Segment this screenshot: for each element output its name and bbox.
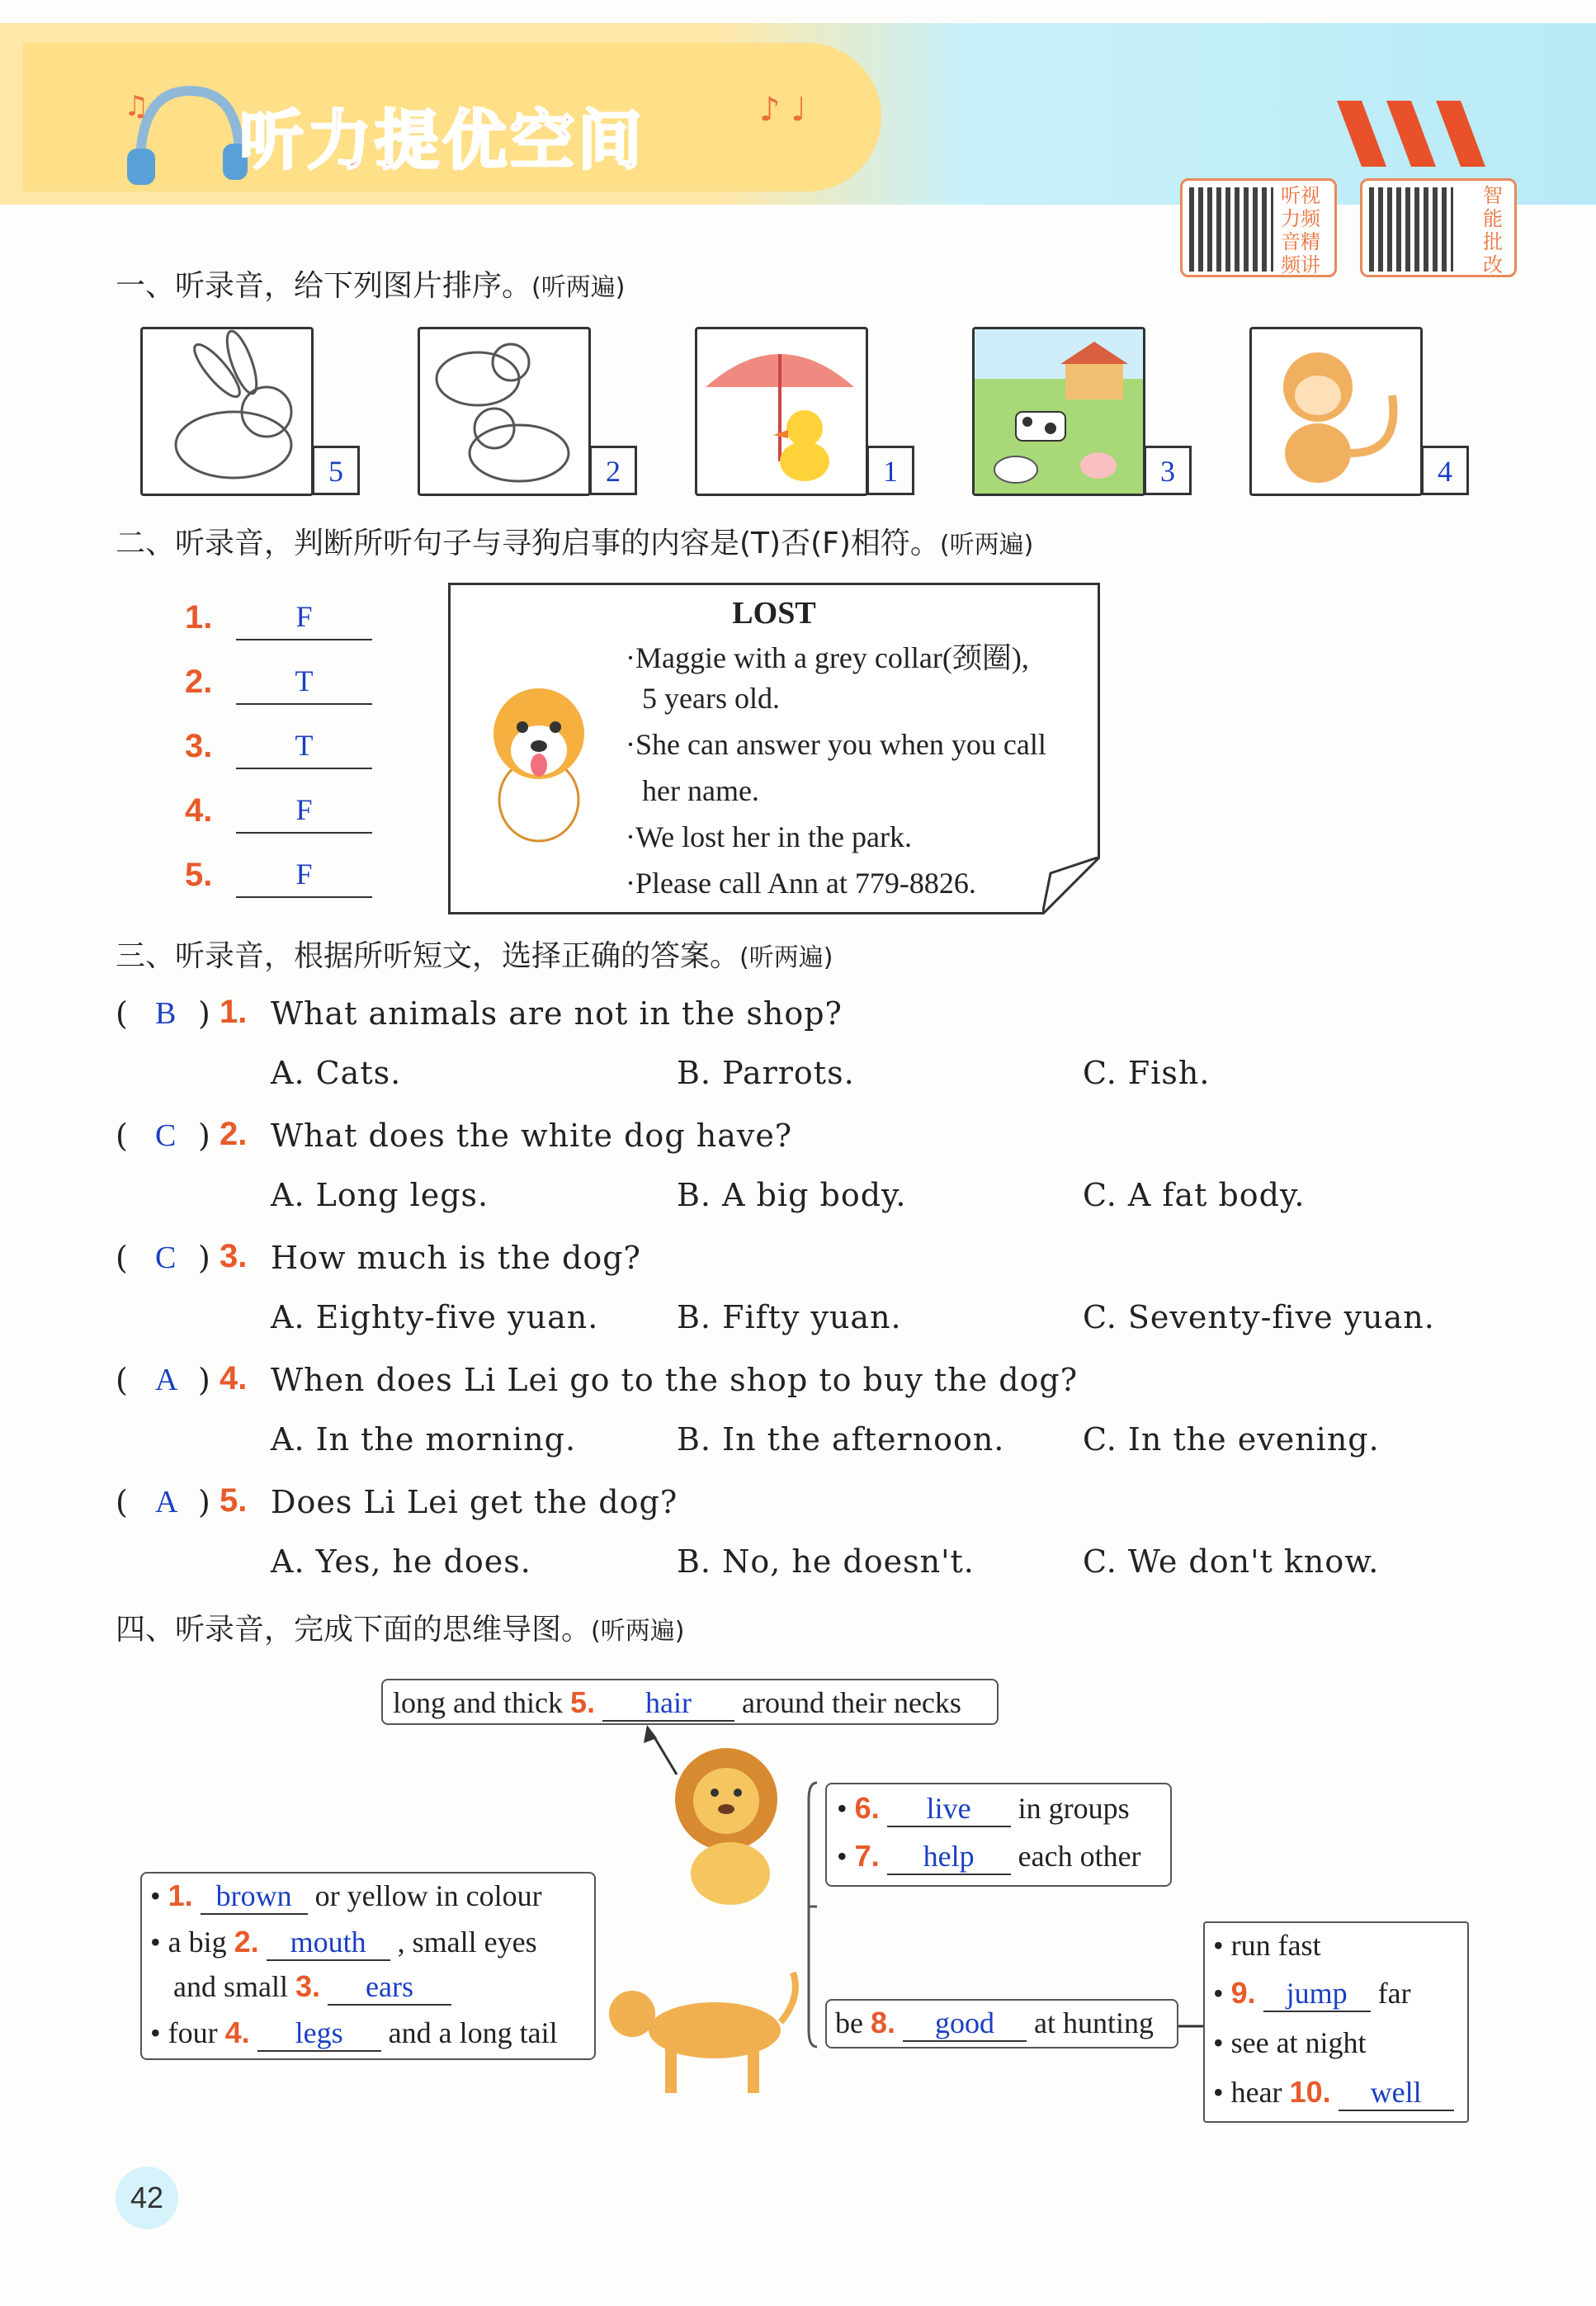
mm-row: • a big 2. mouth , small eyes xyxy=(150,1925,537,1961)
mc-question: ( C ) 2. What does the white dog have? xyxy=(116,1116,793,1154)
notice-line: her name. xyxy=(642,774,759,807)
mc-question: ( A ) 4. When does Li Lei go to the shop to buy the dog? xyxy=(116,1360,1079,1398)
option-b[interactable]: B. No, he doesn't. xyxy=(677,1543,975,1580)
answer-blank[interactable]: mouth xyxy=(267,1925,390,1961)
page-title: 听力提优空间 xyxy=(239,104,646,178)
lion-illustration xyxy=(652,1741,817,1907)
mm-row: • 1. brown or yellow in colour xyxy=(150,1878,542,1915)
tf-row xyxy=(185,789,383,853)
answer-blank[interactable]: hair xyxy=(602,1685,734,1722)
mc-answer[interactable]: C xyxy=(155,1240,177,1275)
question-number: 4. xyxy=(220,1360,248,1396)
question-number: 6. xyxy=(854,1791,880,1825)
headphones-icon xyxy=(116,74,248,190)
picture-monkey xyxy=(1249,327,1423,496)
answer-blank[interactable]: good xyxy=(903,2006,1027,2042)
notice-line: 5 years old. xyxy=(642,682,780,715)
mc-answer[interactable]: B xyxy=(155,996,177,1031)
qr-code-grading[interactable] xyxy=(1360,178,1517,277)
question-number: 2. xyxy=(185,664,213,700)
answer-blank[interactable]: ears xyxy=(328,1969,451,2006)
section2-title: 二、听录音，判断所听句子与寻狗启事的内容是(T)否(F)相符。(听两遍) xyxy=(116,527,1034,560)
option-b[interactable]: B. A big body. xyxy=(677,1177,907,1213)
mm-text: at hunting xyxy=(1034,2006,1154,2039)
question-number: 5. xyxy=(185,857,213,893)
question-number: 1. xyxy=(168,1878,193,1912)
page-curl-decoration xyxy=(1042,857,1100,914)
option-a[interactable]: A. Cats. xyxy=(271,1055,402,1091)
tf-row xyxy=(185,660,383,725)
answer-blank[interactable]: well xyxy=(1339,2075,1454,2111)
question-number: 4. xyxy=(185,792,213,829)
question-number: 5. xyxy=(569,1685,595,1719)
mc-options xyxy=(116,1420,1518,1481)
option-a[interactable]: A. Long legs. xyxy=(271,1177,489,1213)
mc-question: ( A ) 5. Does Li Lei get the dog? xyxy=(116,1482,678,1520)
question-number: 9. xyxy=(1230,1976,1256,2010)
option-a[interactable]: A. In the morning. xyxy=(271,1421,577,1458)
answer-box: 4 xyxy=(1421,446,1469,495)
question-number: 5. xyxy=(220,1482,248,1519)
mc-answer[interactable]: A xyxy=(155,1485,179,1519)
mind-map-right-top-box xyxy=(825,1783,1172,1887)
mc-answer[interactable]: A xyxy=(155,1363,179,1397)
answer-blank[interactable]: T xyxy=(236,725,372,769)
question-number: 2. xyxy=(220,1116,248,1152)
qr-code-video[interactable] xyxy=(1180,178,1337,277)
mm-row: • see at night xyxy=(1213,2026,1367,2059)
tf-answer-list xyxy=(185,596,383,918)
svg-text:♫: ♫ xyxy=(124,90,149,123)
answer-box: 3 xyxy=(1144,446,1192,495)
option-b[interactable]: B. In the afternoon. xyxy=(677,1421,1005,1458)
picture-duck-umbrella xyxy=(695,327,868,496)
mind-map-middle-box xyxy=(825,1999,1178,2048)
question-text: What animals are not in the shop? xyxy=(271,995,843,1032)
question-number: 4. xyxy=(224,2015,250,2049)
qr-code-icon xyxy=(1369,187,1453,272)
question-text: What does the white dog have? xyxy=(271,1118,793,1154)
mm-row: • hear 10. well xyxy=(1213,2075,1454,2111)
answer-blank[interactable]: brown xyxy=(201,1878,308,1915)
mind-map-far-right-box xyxy=(1203,1921,1469,2123)
section4-title: 四、听录音，完成下面的思维导图。(听两遍) xyxy=(116,1613,685,1647)
notice-title: LOST xyxy=(732,596,816,631)
mc-options xyxy=(116,1175,1518,1236)
mm-text: long and thick xyxy=(393,1686,563,1719)
mc-options xyxy=(116,1542,1518,1603)
question-number: 3. xyxy=(185,728,213,764)
answer-box: 1 xyxy=(866,446,914,495)
option-c[interactable]: C. We don't know. xyxy=(1083,1543,1380,1580)
dog-illustration xyxy=(460,668,617,849)
mm-row: • 7. help each other xyxy=(837,1839,1141,1875)
notice-line: ·Maggie with a grey collar(颈圈), xyxy=(626,641,1029,674)
music-note-icon: ♪ ♩ xyxy=(759,91,807,129)
mm-text: be xyxy=(835,2006,863,2039)
mm-row: • run fast xyxy=(1213,1929,1321,1962)
question-number: 3. xyxy=(295,1969,321,2003)
option-a[interactable]: A. Yes, he does. xyxy=(271,1543,531,1580)
question-text: How much is the dog? xyxy=(271,1240,641,1276)
answer-blank[interactable]: jump xyxy=(1263,1976,1371,2012)
question-number: 10. xyxy=(1289,2075,1331,2109)
answer-blank[interactable]: F xyxy=(236,789,372,834)
section3-title: 三、听录音，根据所听短文，选择正确的答案。(听两遍) xyxy=(116,939,833,973)
qr-label: 智能批改 xyxy=(1483,184,1503,276)
answer-blank[interactable]: legs xyxy=(257,2015,381,2052)
mc-question-list xyxy=(116,992,1518,1603)
mc-answer[interactable]: C xyxy=(155,1118,177,1153)
answer-blank[interactable]: live xyxy=(887,1791,1011,1827)
tf-row xyxy=(185,725,383,789)
mind-map-top-box xyxy=(381,1679,999,1725)
mc-question: ( C ) 3. How much is the dog? xyxy=(116,1238,641,1276)
question-text: When does Li Lei go to the shop to buy the dog? xyxy=(271,1362,1079,1398)
mm-row: • 6. live in groups xyxy=(837,1791,1130,1827)
answer-box: 5 xyxy=(312,446,360,495)
question-number: 3. xyxy=(220,1238,248,1274)
mc-options xyxy=(116,1053,1518,1114)
mc-question: ( B ) 1. What animals are not in the shop? xyxy=(116,994,843,1032)
option-a[interactable]: A. Eighty-five yuan. xyxy=(271,1299,599,1335)
mm-row: • four 4. legs and a long tail xyxy=(150,2015,558,2052)
question-number: 8. xyxy=(870,2006,896,2039)
option-c[interactable]: C. A fat body. xyxy=(1083,1177,1306,1213)
option-c[interactable]: C. Fish. xyxy=(1083,1055,1211,1091)
picture-rabbit xyxy=(140,327,314,496)
mind-map-left-box xyxy=(140,1872,596,2060)
question-number: 1. xyxy=(220,994,248,1030)
question-number: 1. xyxy=(185,599,213,636)
picture-bears xyxy=(418,327,591,496)
tf-row xyxy=(185,853,383,918)
question-number: 7. xyxy=(854,1839,880,1873)
section1-title: 一、听录音，给下列图片排序。(听两遍) xyxy=(116,269,626,303)
tf-row xyxy=(185,596,383,660)
answer-blank[interactable]: F xyxy=(236,596,372,640)
answer-box: 2 xyxy=(589,446,637,495)
question-text: Does Li Lei get the dog? xyxy=(271,1484,678,1520)
option-b[interactable]: B. Parrots. xyxy=(677,1055,855,1091)
question-number: 2. xyxy=(234,1925,259,1959)
lost-dog-notice xyxy=(448,583,1100,914)
notice-line: ·Please call Ann at 779-8826. xyxy=(626,867,976,900)
mm-text: around their necks xyxy=(742,1686,961,1719)
option-c[interactable]: C. In the evening. xyxy=(1083,1421,1380,1458)
stripes-decoration xyxy=(1337,101,1494,167)
page-number: 42 xyxy=(116,2167,178,2229)
qr-label: 听视力频音精频讲 xyxy=(1281,184,1320,276)
answer-blank[interactable]: help xyxy=(887,1839,1011,1875)
notice-line: ·She can answer you when you call xyxy=(626,728,1046,761)
picture-farm xyxy=(972,327,1145,496)
mm-row: and small 3. ears xyxy=(173,1969,451,2006)
mm-row: • 9. jump far xyxy=(1213,1976,1411,2012)
qr-code-icon xyxy=(1189,187,1273,272)
answer-blank[interactable]: T xyxy=(236,660,372,705)
option-b[interactable]: B. Fifty yuan. xyxy=(677,1299,902,1335)
lioness-illustration xyxy=(599,1964,805,2105)
answer-blank[interactable]: F xyxy=(236,853,372,898)
notice-line: ·We lost her in the park. xyxy=(626,820,912,853)
option-c[interactable]: C. Seventy-five yuan. xyxy=(1083,1299,1435,1335)
mc-options xyxy=(116,1297,1518,1359)
